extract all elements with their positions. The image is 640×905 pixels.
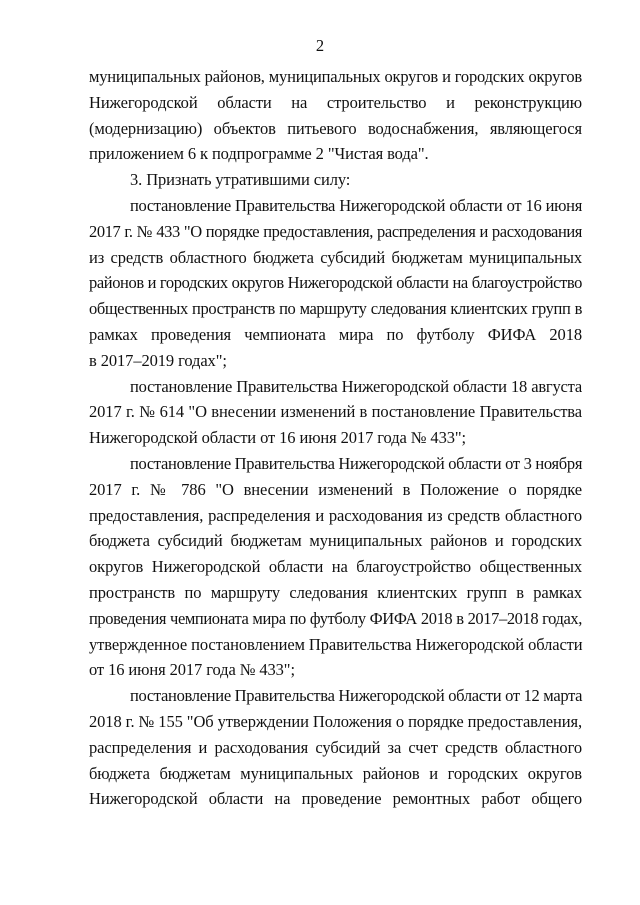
text-line: постановление Правительства Нижегородской области 18 августа (130, 376, 582, 396)
text-line: 2017 г. № 614 "О внесении изменений в постановление Правительства (89, 402, 582, 422)
paragraph-continuation (89, 64, 582, 167)
text-line: в 2017–2019 годах"; (89, 350, 227, 370)
text-line: бюджета субсидий бюджетам муниципальных районов и городских (89, 531, 582, 551)
text-line: постановление Правительства Нижегородской области от 3 ноября (130, 453, 583, 473)
paragraph-resolution-786 (89, 451, 582, 683)
text-line: постановление Правительства Нижегородской области от 12 марта (130, 686, 583, 706)
text-line: рамках проведения чемпионата мира по футболу ФИФА 2018 (89, 324, 582, 344)
text-line: Нижегородской области от 16 июня 2017 года № 433"; (89, 428, 466, 448)
paragraph-resolution-614 (89, 374, 582, 451)
text-line: приложением 6 к подпрограмме 2 "Чистая вода". (89, 144, 429, 164)
text-line: бюджета бюджетам муниципальных районов и городских округов (89, 763, 582, 783)
text-line: от 16 июня 2017 года № 433"; (89, 660, 295, 680)
text-line: 2017 г. № 786 "О внесении изменений в Положение о порядке (89, 479, 582, 499)
text-line: (модернизацию) объектов питьевого водоснабжения, являющегося (89, 118, 582, 138)
text-line: постановление Правительства Нижегородской области от 16 июня (130, 195, 582, 215)
paragraph-resolution-155 (89, 683, 582, 812)
paragraph-resolution-433 (89, 193, 582, 374)
text-line: из средств областного бюджета субсидий бюджетам муниципальных (89, 247, 582, 267)
text-line: 2018 г. № 155 "Об утверждении Положения о порядке предоставления, (89, 711, 582, 731)
text-line: Нижегородской области на строительство и реконструкцию (89, 92, 582, 112)
text-line: предоставления, распределения и расходования из средств областного (89, 505, 582, 525)
page-number: 2 (315, 36, 325, 55)
text-line: общественных пространств по маршруту следования клиентских групп в (89, 299, 582, 319)
text-line: муниципальных районов, муниципальных округов и городских округов (89, 67, 582, 86)
text-line: Нижегородской области на проведение ремонтных работ общего (89, 789, 582, 809)
text-line: 2017 г. № 433 "О порядке предоставления, распределения и расходования (89, 221, 582, 241)
text-line: утвержденное постановлением Правительства Нижегородской области (89, 634, 583, 654)
text-line: распределения и расходования субсидий за счет средств областного (89, 737, 582, 757)
text-line: 3. Признать утратившими силу: (130, 170, 351, 190)
document-body (89, 64, 582, 812)
text-line: районов и городских округов Нижегородской области на благоустройство (89, 273, 582, 293)
paragraph-item-3 (89, 167, 582, 193)
text-line: проведения чемпионата мира по футболу ФИФА 2018 в 2017–2018 годах, (89, 608, 582, 628)
text-line: пространств по маршруту следования клиентских групп в рамках (89, 582, 582, 602)
text-line: округов Нижегородской области на благоустройство общественных (89, 557, 582, 577)
